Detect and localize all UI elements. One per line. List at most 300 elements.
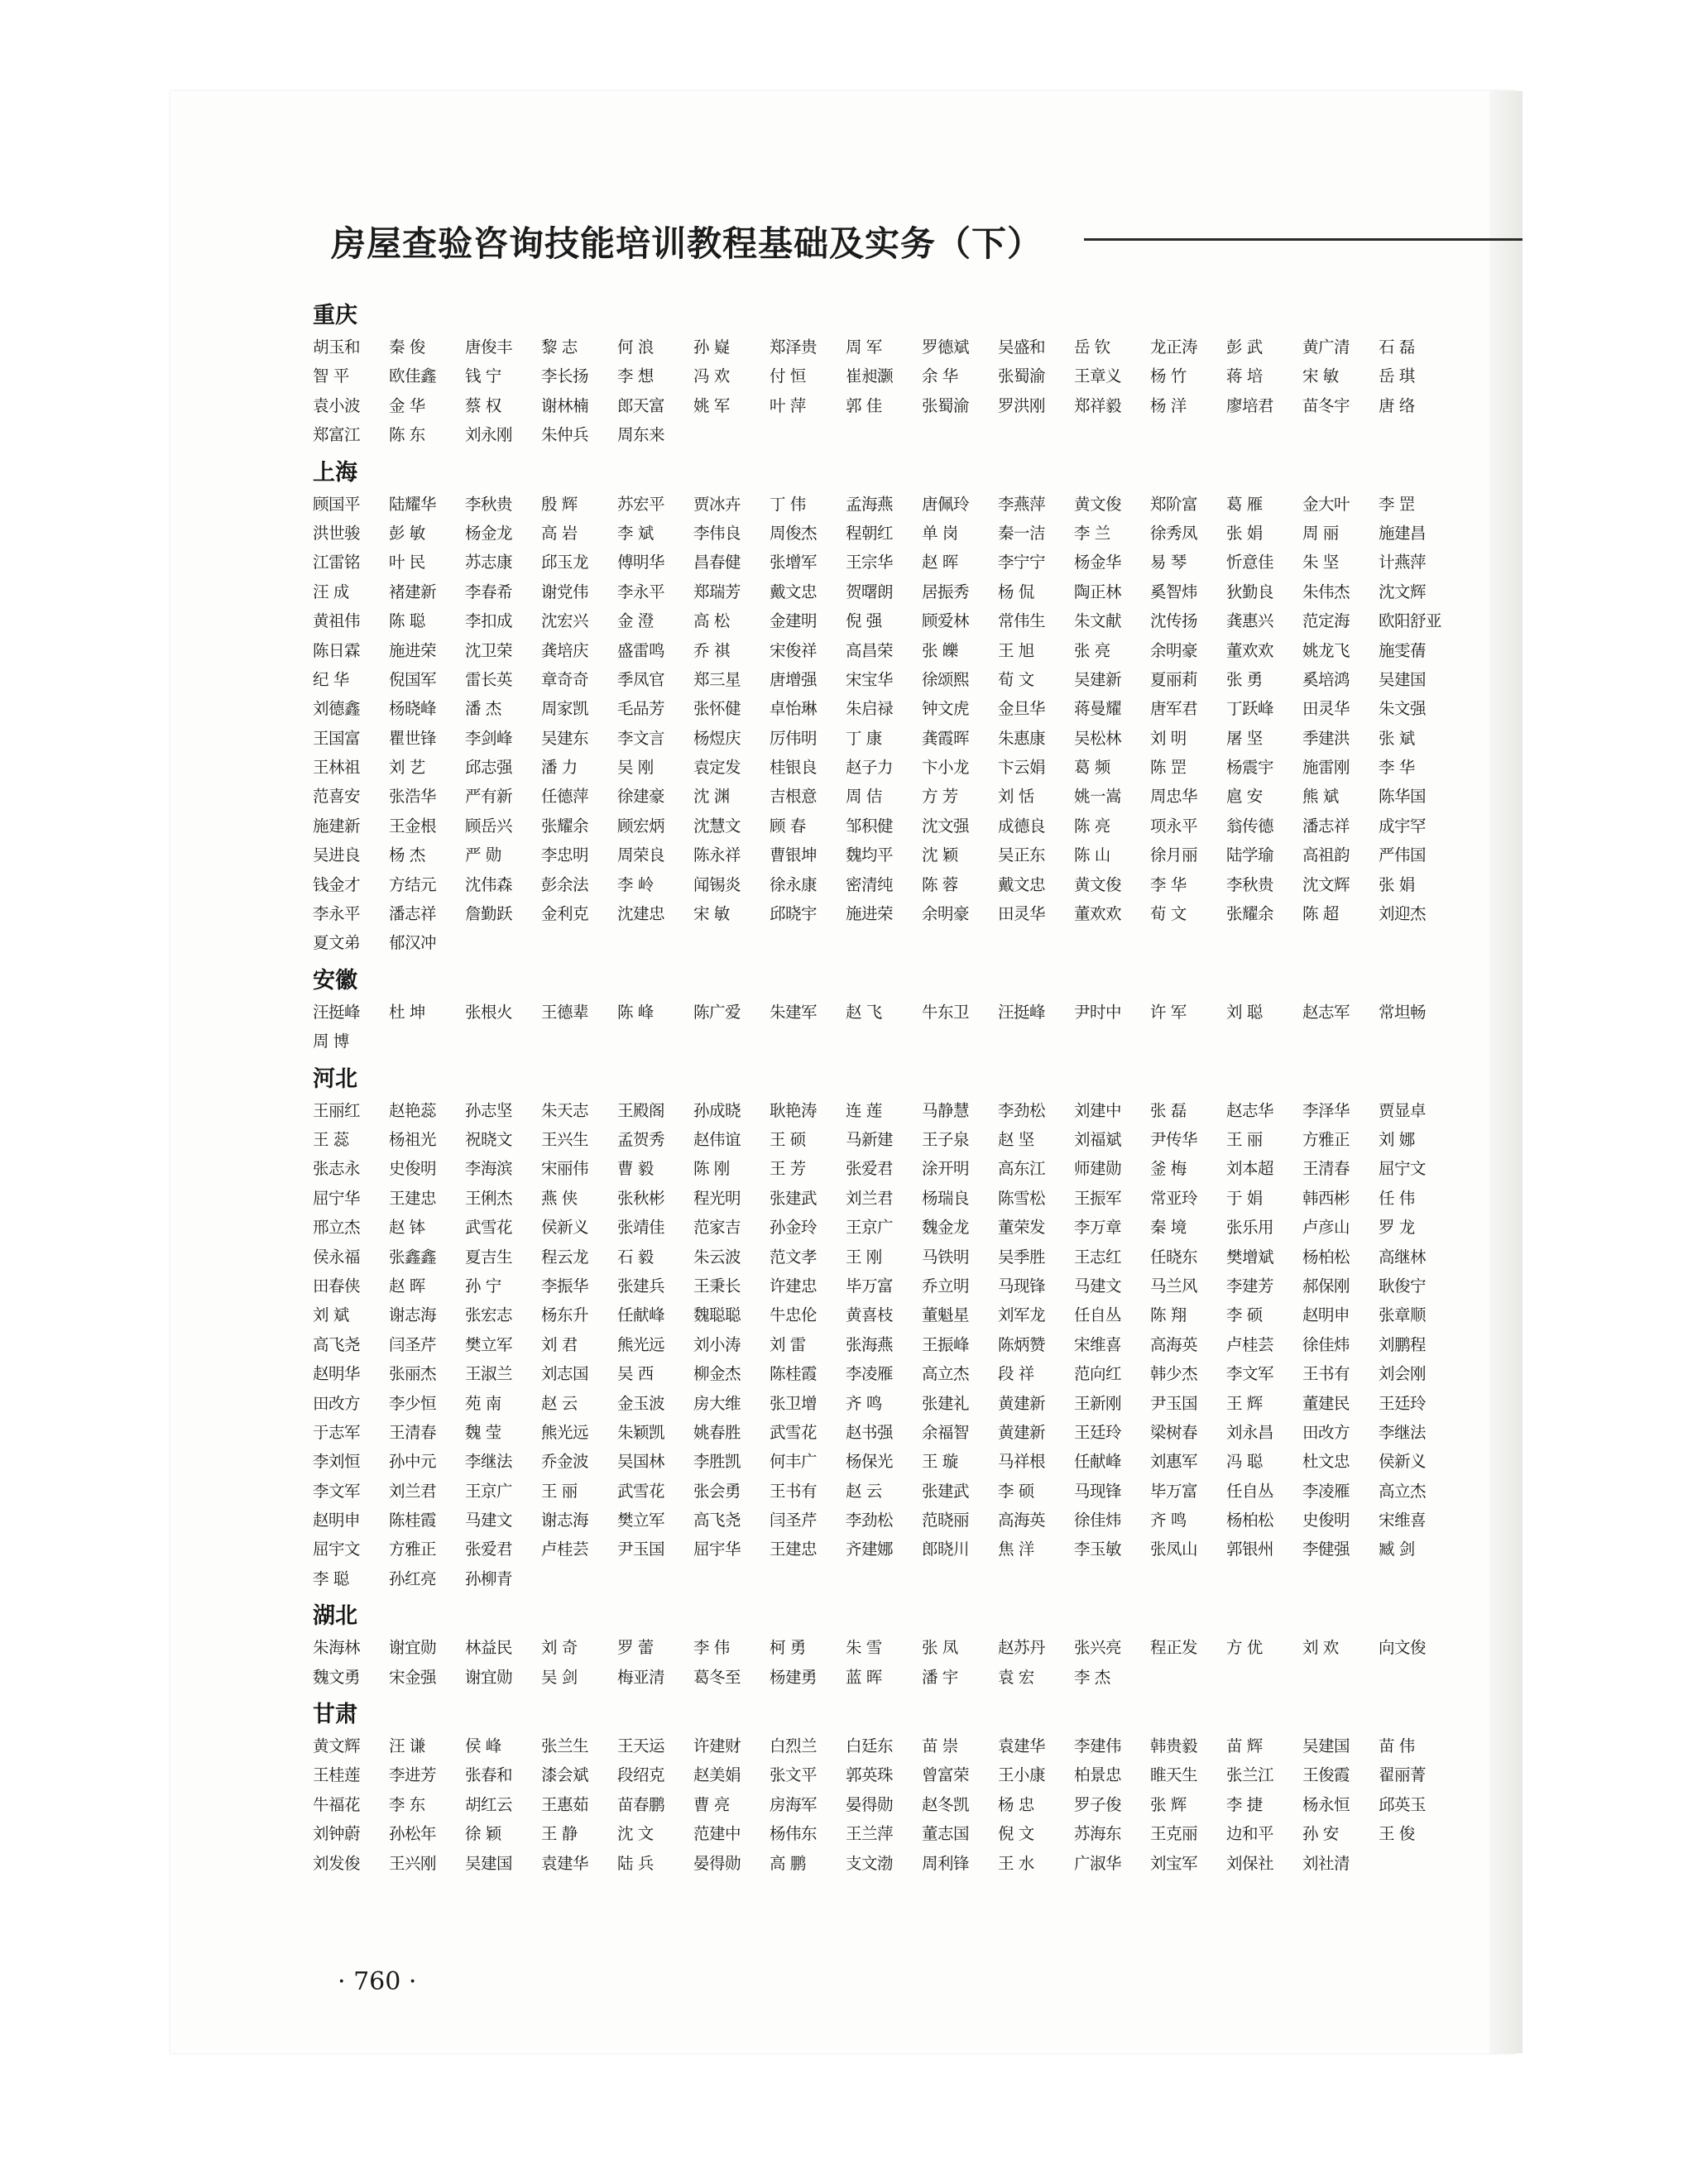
person-name: 王宗华	[846, 553, 894, 572]
person-name: 邢立杰	[313, 1218, 361, 1238]
person-name: 盛雷鸣	[617, 640, 665, 660]
person-name: 常亚玲	[1150, 1188, 1198, 1208]
person-name: 陈 峰	[617, 1002, 654, 1022]
person-name: 赵明申	[1302, 1305, 1350, 1325]
person-name: 刘迎杰	[1379, 904, 1427, 924]
person-name: 钱 宁	[465, 366, 501, 386]
person-name: 谢志海	[541, 1511, 589, 1530]
person-name: 丁跃峰	[1226, 699, 1274, 719]
person-name: 郁汉冲	[389, 933, 437, 953]
person-name: 姚一嵩	[1074, 787, 1122, 807]
person-name: 王章义	[1074, 366, 1122, 386]
person-name: 王志红	[1074, 1247, 1122, 1267]
person-name: 罗德斌	[922, 338, 970, 357]
person-name: 孟贺秀	[617, 1129, 665, 1149]
person-name: 高海英	[1150, 1334, 1198, 1354]
person-name: 葛 雁	[1226, 494, 1263, 514]
person-name: 陈桂霞	[770, 1364, 818, 1384]
person-name: 许建忠	[770, 1276, 818, 1296]
person-name: 屈宇文	[313, 1540, 361, 1559]
person-name: 王新刚	[1074, 1393, 1122, 1413]
person-name: 胡玉和	[313, 338, 361, 357]
person-name: 孙金玲	[770, 1218, 818, 1238]
person-name: 臧 剑	[1379, 1540, 1415, 1559]
person-name: 杜 坤	[389, 1002, 425, 1022]
person-name: 曹 亮	[693, 1794, 730, 1814]
person-name: 郎天富	[617, 395, 665, 415]
person-name: 高昌荣	[846, 640, 894, 660]
person-name: 罗 蕾	[617, 1638, 654, 1658]
person-name: 李 硕	[1226, 1305, 1263, 1325]
person-name: 张 斌	[1379, 728, 1415, 748]
person-name: 潘 杰	[465, 699, 501, 719]
person-name: 樊立军	[617, 1511, 665, 1530]
person-name: 刘 娜	[1379, 1129, 1415, 1149]
person-name: 董欢欢	[1226, 640, 1274, 660]
person-name: 秦 境	[1150, 1218, 1187, 1238]
person-name: 陈 超	[1302, 904, 1339, 924]
name-grid	[313, 1731, 1455, 1878]
person-name: 李振华	[541, 1276, 589, 1296]
person-name: 苗 辉	[1226, 1736, 1263, 1756]
person-name: 程正发	[1150, 1638, 1198, 1658]
person-name: 高立杰	[922, 1364, 970, 1384]
person-name: 朱 坚	[1302, 553, 1339, 572]
person-name: 李文言	[617, 728, 665, 748]
person-name: 郑阶富	[1150, 494, 1198, 514]
person-name: 董魁星	[922, 1305, 970, 1325]
person-name: 任献峰	[617, 1305, 665, 1325]
person-name: 吴正东	[998, 845, 1046, 865]
person-name: 李秋贵	[1226, 874, 1274, 894]
person-name: 陈 山	[1074, 845, 1110, 865]
person-name: 王 水	[998, 1853, 1034, 1873]
person-name: 李少恒	[389, 1393, 437, 1413]
person-name: 常坦畅	[1379, 1002, 1427, 1022]
person-name: 洪世骏	[313, 523, 361, 543]
title-rule	[1084, 238, 1523, 241]
person-name: 杨瑞良	[922, 1188, 970, 1208]
person-name: 周 军	[846, 338, 882, 357]
page-number: · 760 ·	[338, 1967, 417, 1996]
person-name: 张爱君	[465, 1540, 513, 1559]
person-name: 高 鹏	[770, 1853, 806, 1873]
person-name: 曾富荣	[922, 1765, 970, 1785]
person-name: 王书有	[770, 1481, 818, 1501]
person-name: 刘 恬	[998, 787, 1034, 807]
person-name: 张 娟	[1379, 874, 1415, 894]
person-name: 彭余法	[541, 874, 589, 894]
person-name: 付 恒	[770, 366, 806, 386]
person-name: 于志军	[313, 1422, 361, 1442]
person-name: 齐 鸣	[846, 1393, 882, 1413]
person-name: 范文孝	[770, 1247, 818, 1267]
person-name: 周东来	[617, 425, 665, 445]
person-name: 刘会刚	[1379, 1364, 1427, 1384]
person-name: 高祖韵	[1302, 845, 1350, 865]
person-name: 葛 频	[1074, 758, 1110, 778]
person-name: 张兰江	[1226, 1765, 1274, 1785]
person-name: 樊立军	[465, 1334, 513, 1354]
person-name: 密清纯	[846, 874, 894, 894]
person-name: 白烈兰	[770, 1736, 818, 1756]
person-name: 韩西彬	[1302, 1188, 1350, 1208]
person-name: 连 莲	[846, 1100, 882, 1120]
person-name: 吴建东	[541, 728, 589, 748]
person-name: 徐秀凤	[1150, 523, 1198, 543]
person-name: 黄祖伟	[313, 611, 361, 631]
person-name: 刘发俊	[313, 1853, 361, 1873]
person-name: 刘本超	[1226, 1159, 1274, 1179]
person-name: 彭 敏	[389, 523, 425, 543]
person-name: 李凌雁	[846, 1364, 894, 1384]
person-name: 陈永祥	[693, 845, 741, 865]
person-name: 刘 明	[1150, 728, 1187, 748]
person-name: 忻意佳	[1226, 553, 1274, 572]
person-name: 魏金龙	[922, 1218, 970, 1238]
person-name: 孙松年	[389, 1824, 437, 1844]
person-name: 邹积健	[846, 816, 894, 836]
person-name: 王林祖	[313, 758, 361, 778]
person-name: 师建勋	[1074, 1159, 1122, 1179]
person-name: 魏聪聪	[693, 1305, 741, 1325]
region-title: 河北	[313, 1066, 357, 1092]
person-name: 王 辉	[1226, 1393, 1263, 1413]
person-name: 任自丛	[1074, 1305, 1122, 1325]
person-name: 李健强	[1302, 1540, 1350, 1559]
person-name: 杨祖光	[389, 1129, 437, 1149]
person-name: 龚惠兴	[1226, 611, 1274, 631]
person-name: 涂开明	[922, 1159, 970, 1179]
person-name: 田改方	[313, 1393, 361, 1413]
person-name: 董荣发	[998, 1218, 1046, 1238]
region-section	[313, 299, 1455, 450]
person-name: 祝晓文	[465, 1129, 513, 1149]
person-name: 李宁宁	[998, 553, 1046, 572]
person-name: 王小康	[998, 1765, 1046, 1785]
person-name: 卓怡琳	[770, 699, 818, 719]
person-name: 谢志海	[389, 1305, 437, 1325]
person-name: 李 聪	[313, 1569, 349, 1588]
person-name: 李 东	[389, 1794, 425, 1814]
person-name: 唐增强	[770, 669, 818, 689]
person-name: 成德良	[998, 816, 1046, 836]
person-name: 王清春	[1302, 1159, 1350, 1179]
person-name: 周家凯	[541, 699, 589, 719]
person-name: 李胜凯	[693, 1452, 741, 1472]
person-name: 张乐用	[1226, 1218, 1274, 1238]
person-name: 桂银良	[770, 758, 818, 778]
person-name: 吴松林	[1074, 728, 1122, 748]
person-name: 牛福花	[313, 1794, 361, 1814]
person-name: 高继林	[1379, 1247, 1427, 1267]
person-name: 梅亚清	[617, 1667, 665, 1687]
person-name: 李春希	[465, 582, 513, 601]
person-name: 金 澄	[617, 611, 654, 631]
person-name: 朱仲兵	[541, 425, 589, 445]
person-name: 杨金华	[1074, 553, 1122, 572]
person-name: 熊 斌	[1302, 787, 1339, 807]
name-grid	[313, 1633, 1455, 1692]
person-name: 袁定发	[693, 758, 741, 778]
person-name: 刘宝军	[1150, 1853, 1198, 1873]
person-name: 成宇罕	[1379, 816, 1427, 836]
person-name: 张浩华	[389, 787, 437, 807]
person-name: 张耀余	[541, 816, 589, 836]
person-name: 李 兰	[1074, 523, 1110, 543]
person-name: 朱颖凯	[617, 1422, 665, 1442]
name-grid	[313, 998, 1455, 1056]
person-name: 唐佩玲	[922, 494, 970, 514]
person-name: 李凌雁	[1302, 1481, 1350, 1501]
person-name: 吴建国	[1379, 669, 1427, 689]
person-name: 熊光远	[541, 1422, 589, 1442]
person-name: 许 军	[1150, 1002, 1187, 1022]
person-name: 宋俊祥	[770, 640, 818, 660]
person-name: 郭银州	[1226, 1540, 1274, 1559]
person-name: 闫圣芹	[770, 1511, 818, 1530]
person-name: 谢宜勋	[389, 1638, 437, 1658]
person-name: 施进荣	[389, 640, 437, 660]
person-name: 刘 君	[541, 1334, 578, 1354]
person-name: 武雪花	[465, 1218, 513, 1238]
person-name: 杨晓峰	[389, 699, 437, 719]
person-name: 范家吉	[693, 1218, 741, 1238]
person-name: 牛东卫	[922, 1002, 970, 1022]
person-name: 朱惠康	[998, 728, 1046, 748]
person-name: 汪 谦	[389, 1736, 425, 1756]
person-name: 蓝 晖	[846, 1667, 882, 1687]
person-name: 汪挺峰	[998, 1002, 1046, 1022]
person-name: 陈 蓉	[922, 874, 958, 894]
person-name: 郑祥毅	[1074, 395, 1122, 415]
person-name: 沈文辉	[1379, 582, 1427, 601]
person-name: 李建芳	[1226, 1276, 1274, 1296]
person-name: 张建兵	[617, 1276, 665, 1296]
person-name: 计燕萍	[1379, 553, 1427, 572]
person-name: 耿艳涛	[770, 1100, 818, 1120]
person-name: 施建新	[313, 816, 361, 836]
person-name: 张 辉	[1150, 1794, 1187, 1814]
person-name: 冯 聪	[1226, 1452, 1263, 1472]
person-name: 张春和	[465, 1765, 513, 1785]
person-name: 宋维喜	[1074, 1334, 1122, 1354]
person-name: 史俊明	[1302, 1511, 1350, 1530]
person-name: 沈 渊	[693, 787, 730, 807]
person-name: 尹玉国	[617, 1540, 665, 1559]
person-name: 张 凤	[922, 1638, 958, 1658]
person-name: 魏均平	[846, 845, 894, 865]
person-name: 荀 文	[1150, 904, 1187, 924]
person-name: 罗洪刚	[998, 395, 1046, 415]
person-name: 余明豪	[1150, 640, 1198, 660]
person-name: 苏志康	[465, 553, 513, 572]
person-name: 丁 康	[846, 728, 882, 748]
person-name: 田灵华	[1302, 699, 1350, 719]
person-name: 杨伟东	[770, 1824, 818, 1844]
person-name: 孙中元	[389, 1452, 437, 1472]
person-name: 唐 络	[1379, 395, 1415, 415]
person-name: 李文军	[1226, 1364, 1274, 1384]
person-name: 卞云娟	[998, 758, 1046, 778]
person-name: 吴 西	[617, 1364, 654, 1384]
person-name: 杨金龙	[465, 523, 513, 543]
person-name: 杨 忠	[998, 1794, 1034, 1814]
person-name: 徐颂熙	[922, 669, 970, 689]
person-name: 姚龙飞	[1302, 640, 1350, 660]
person-name: 袁 宏	[998, 1667, 1034, 1687]
person-name: 袁建华	[541, 1853, 589, 1873]
person-name: 邱志强	[465, 758, 513, 778]
person-name: 季建洪	[1302, 728, 1350, 748]
person-name: 江雷铭	[313, 553, 361, 572]
person-name: 魏文勇	[313, 1667, 361, 1687]
person-name: 广淑华	[1074, 1853, 1122, 1873]
person-name: 郭英珠	[846, 1765, 894, 1785]
person-name: 白廷东	[846, 1736, 894, 1756]
person-name: 屈宁文	[1379, 1159, 1427, 1179]
person-name: 杨 洋	[1150, 395, 1187, 415]
person-name: 严有新	[465, 787, 513, 807]
person-name: 龚培庆	[541, 640, 589, 660]
person-name: 胡红云	[465, 1794, 513, 1814]
person-name: 周荣良	[617, 845, 665, 865]
person-name: 马建文	[465, 1511, 513, 1530]
person-name: 吴国林	[617, 1452, 665, 1472]
person-name: 沈 文	[617, 1824, 654, 1844]
person-name: 赵志华	[1226, 1100, 1274, 1120]
person-name: 李永平	[313, 904, 361, 924]
person-name: 王京广	[465, 1481, 513, 1501]
person-name: 孙 宁	[465, 1276, 501, 1296]
person-name: 晏得勋	[846, 1794, 894, 1814]
person-name: 张兰生	[541, 1736, 589, 1756]
person-name: 王 芳	[770, 1159, 806, 1179]
person-name: 赵伟谊	[693, 1129, 741, 1149]
person-name: 王 丽	[541, 1481, 578, 1501]
person-name: 武雪花	[770, 1422, 818, 1442]
person-name: 单 岗	[922, 523, 958, 543]
person-name: 徐佳炜	[1302, 1334, 1350, 1354]
person-name: 许建财	[693, 1736, 741, 1756]
person-name: 韩贵毅	[1150, 1736, 1198, 1756]
person-name: 王 蕊	[313, 1129, 349, 1149]
person-name: 王金根	[389, 816, 437, 836]
person-name: 柯 勇	[770, 1638, 806, 1658]
person-name: 钟文虎	[922, 699, 970, 719]
person-name: 林益民	[465, 1638, 513, 1658]
person-name: 方结元	[389, 874, 437, 894]
person-name: 杨东升	[541, 1305, 589, 1325]
person-name: 柏景忠	[1074, 1765, 1122, 1785]
person-name: 刘兰君	[846, 1188, 894, 1208]
person-name: 孟海燕	[846, 494, 894, 514]
person-name: 梁树春	[1150, 1422, 1198, 1442]
person-name: 徐永康	[770, 874, 818, 894]
person-name: 彭 武	[1226, 338, 1263, 357]
person-name: 沈 颖	[922, 845, 958, 865]
person-name: 郝保刚	[1302, 1276, 1350, 1296]
person-name: 顾岳兴	[465, 816, 513, 836]
person-name: 岳 琪	[1379, 366, 1415, 386]
person-name: 王振峰	[922, 1334, 970, 1354]
person-name: 蒋 培	[1226, 366, 1263, 386]
person-name: 李 岭	[617, 874, 654, 894]
person-name: 殷 辉	[541, 494, 578, 514]
person-name: 徐月丽	[1150, 845, 1198, 865]
person-name: 雷长英	[465, 669, 513, 689]
person-name: 杨 杰	[389, 845, 425, 865]
person-name: 黄喜枝	[846, 1305, 894, 1325]
person-name: 袁建华	[998, 1736, 1046, 1756]
person-name: 程光明	[693, 1188, 741, 1208]
person-name: 李 罡	[1379, 494, 1415, 514]
person-name: 高 岩	[541, 523, 578, 543]
person-name: 钱金才	[313, 874, 361, 894]
person-name: 漆会斌	[541, 1765, 589, 1785]
person-name: 李 伟	[693, 1638, 730, 1658]
person-name: 高立杰	[1379, 1481, 1427, 1501]
person-name: 徐 颖	[465, 1824, 501, 1844]
person-name: 周 丽	[1302, 523, 1339, 543]
person-name: 董建民	[1302, 1393, 1350, 1413]
person-name: 朱天志	[541, 1100, 589, 1120]
person-name: 余福智	[922, 1422, 970, 1442]
person-name: 李建伟	[1074, 1736, 1122, 1756]
person-name: 唐俊丰	[465, 338, 513, 357]
person-name: 于 娟	[1226, 1188, 1263, 1208]
person-name: 孙红亮	[389, 1569, 437, 1588]
person-name: 刘鹏程	[1379, 1334, 1427, 1354]
person-name: 戴文忠	[770, 582, 818, 601]
person-name: 严伟国	[1379, 845, 1427, 865]
person-name: 高 松	[693, 611, 730, 631]
person-name: 陈 亮	[1074, 816, 1110, 836]
person-name: 张 娟	[1226, 523, 1263, 543]
person-name: 刘 奇	[541, 1638, 578, 1658]
person-name: 褚建新	[389, 582, 437, 601]
person-name: 张建礼	[922, 1393, 970, 1413]
person-name: 王克丽	[1150, 1824, 1198, 1844]
region-title: 重庆	[313, 303, 357, 328]
person-name: 杨震宇	[1226, 758, 1274, 778]
person-name: 毛品芳	[617, 699, 665, 719]
person-name: 潘 宇	[922, 1667, 958, 1687]
person-name: 龙正涛	[1150, 338, 1198, 357]
person-name: 范建中	[693, 1824, 741, 1844]
person-name: 荀 文	[998, 669, 1034, 689]
person-name: 毕万富	[1150, 1481, 1198, 1501]
person-name: 陈炳赞	[998, 1334, 1046, 1354]
person-name: 王德辈	[541, 1002, 589, 1022]
person-name: 王兴生	[541, 1129, 589, 1149]
person-name: 赵 云	[541, 1393, 578, 1413]
person-name: 尹传华	[1150, 1129, 1198, 1149]
person-name: 朱文献	[1074, 611, 1122, 631]
person-name: 顾 春	[770, 816, 806, 836]
person-name: 张 勇	[1226, 669, 1263, 689]
person-name: 李 杰	[1074, 1667, 1110, 1687]
person-name: 焦 洋	[998, 1540, 1034, 1559]
person-name: 周忠华	[1150, 787, 1198, 807]
person-name: 张兴亮	[1074, 1638, 1122, 1658]
person-name: 方 优	[1226, 1638, 1263, 1658]
person-name: 谢宜勋	[465, 1667, 513, 1687]
person-name: 张海燕	[846, 1334, 894, 1354]
person-name: 马新建	[846, 1129, 894, 1149]
person-name: 孙志坚	[465, 1100, 513, 1120]
person-name: 李剑峰	[465, 728, 513, 748]
